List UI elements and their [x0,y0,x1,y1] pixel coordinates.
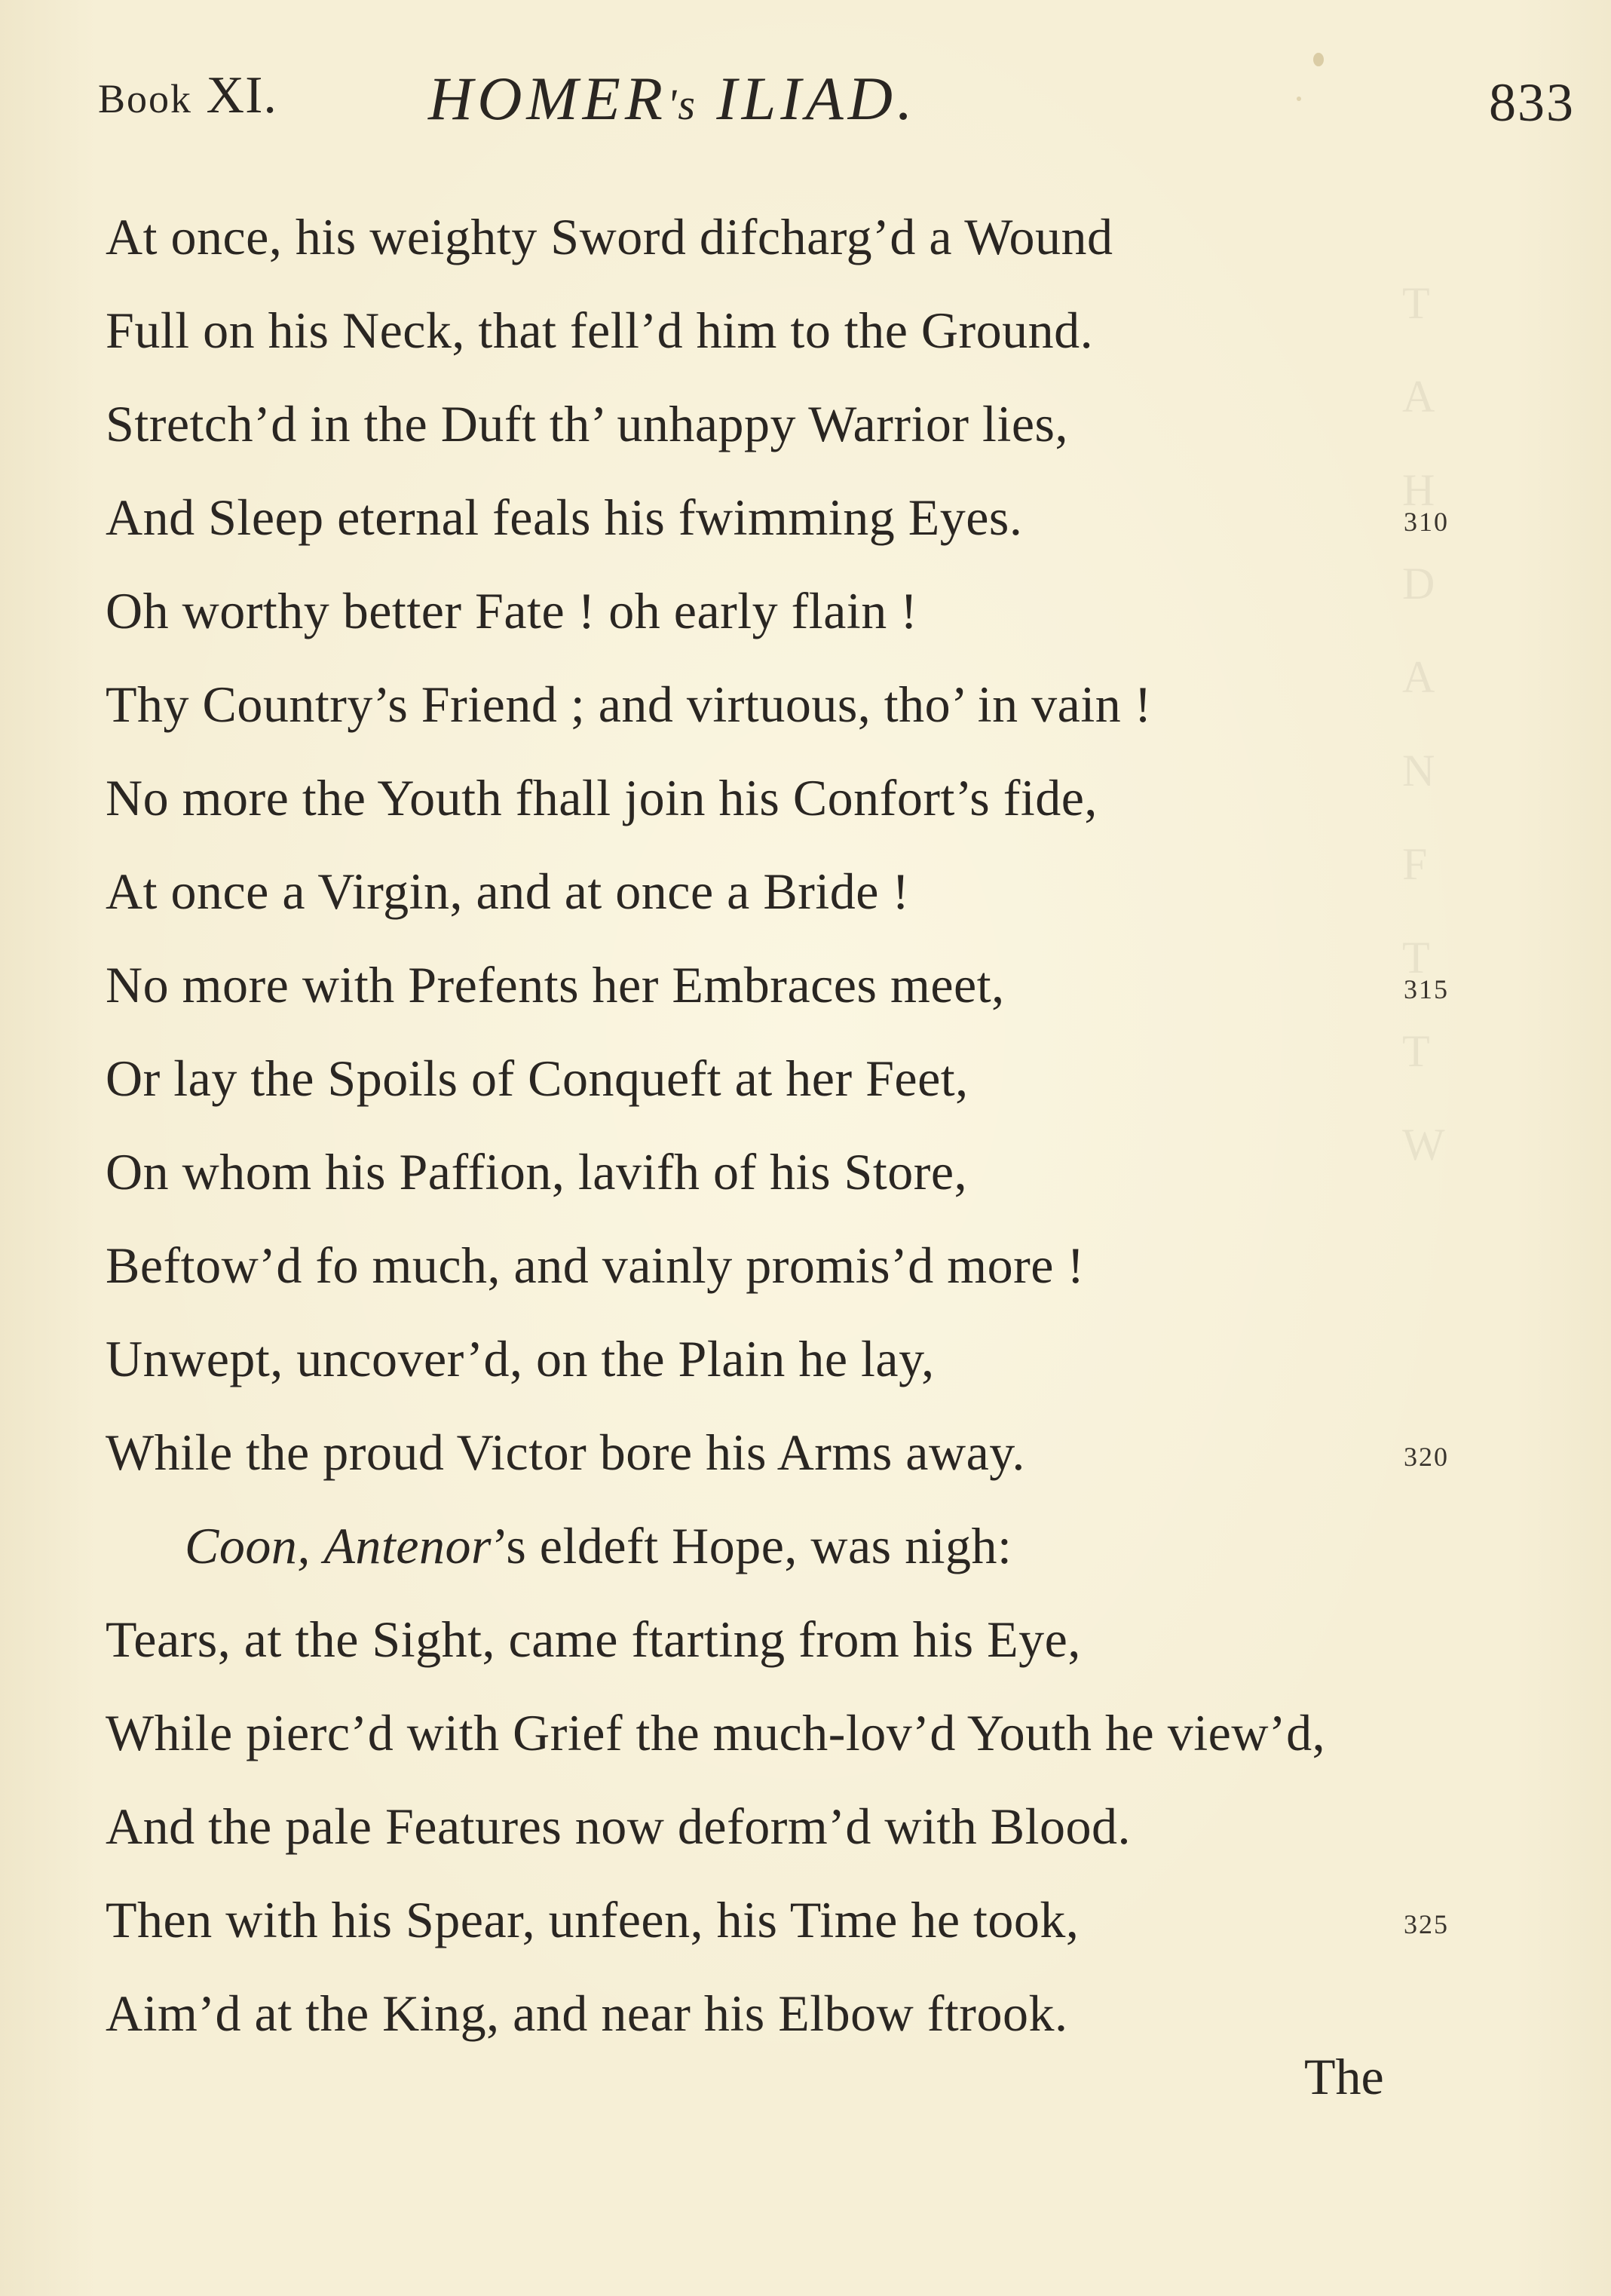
verse-line: And the pale Features now deform’d with Blood. [106,1798,1132,1855]
verse-line: Thy Country’s Friend ; and virtuous, tho’ in vain ! [106,676,1152,733]
proper-name: Antenor [323,1517,492,1574]
verse-line [185,1517,1012,1574]
book-label [98,66,277,124]
line-number: 315 [1404,974,1449,1004]
show-through-text: T A H D A N F T T W [1402,278,1445,1169]
paper-speck [1313,53,1324,66]
verse-line: Oh worthy better Fate ! oh early flain ! [106,582,918,639]
verse-line: Or lay the Spoils of Conqueft at her Feet, [106,1050,969,1107]
proper-name: Coon, [185,1517,311,1574]
page-number: 833 [1489,72,1575,133]
verse-line: Then with his Spear, unfeen, his Time he took, [106,1891,1080,1948]
running-title [428,64,917,133]
title-tail: ILIAD. [716,64,917,133]
verse-line: Beftow’d fo much, and vainly promis’d more ! [106,1237,1085,1294]
verse-line: Unwept, uncover’d, on the Plain he lay, [106,1330,935,1387]
line-number: 310 [1404,507,1449,537]
verse-line: While pierc’d with Grief the much-lov’d Youth he view’d, [106,1704,1326,1761]
verse-line: Tears, at the Sight, came ftarting from his Eye, [106,1611,1081,1668]
line-number: 325 [1404,1909,1449,1939]
verse-line: Stretch’d in the Duft th’ unhappy Warrior lies, [106,395,1068,452]
paper-speck [1297,97,1301,101]
catchword: The [1304,2048,1384,2105]
verse-line: No more the Youth fhall join his Confort’s fide, [106,769,1098,826]
verse-line: Full on his Neck, that fell’d him to the Ground. [106,302,1094,359]
book-numeral: XI. [206,66,277,124]
line-number: 320 [1404,1442,1449,1472]
verse-line: And Sleep eternal feals his fwimming Eyes. [106,489,1023,546]
verse-line: At once a Virgin, and at once a Bride ! [106,863,910,920]
verse-block [0,181,1611,2141]
verse-line: Aim’d at the King, and near his Elbow ftrook. [106,1985,1068,2042]
title-possessive: 's [666,80,697,129]
running-head [0,0,1611,151]
book-word: Book [98,76,193,121]
verse-line: At once, his weighty Sword difcharg’d a Wound [106,208,1113,265]
title-main: HOMER [428,64,667,133]
verse-line: On whom his Paffion, lavifh of his Store, [106,1143,968,1200]
verse-line: While the proud Victor bore his Arms away. [106,1424,1025,1481]
verse-text: ’s eldeft Hope, was nigh: [491,1517,1012,1574]
verse-line: No more with Prefents her Embraces meet, [106,956,1005,1013]
